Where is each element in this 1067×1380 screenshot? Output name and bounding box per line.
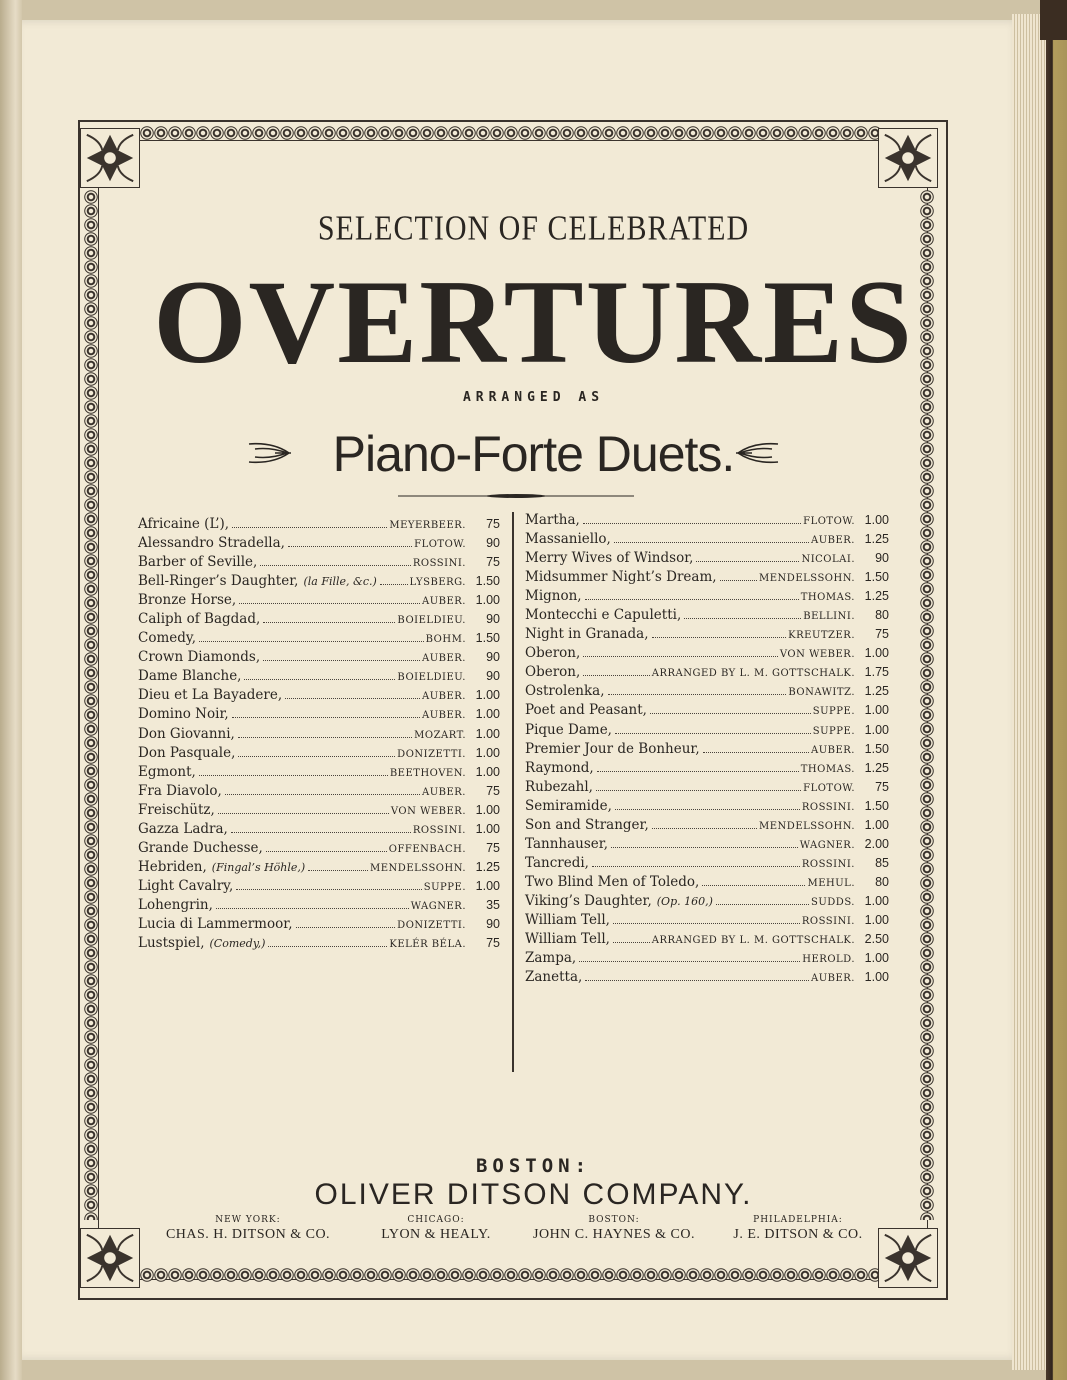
overture-title: Hebriden, bbox=[138, 858, 207, 875]
price: 1.00 bbox=[864, 817, 889, 832]
list-item bbox=[525, 530, 889, 549]
list-item bbox=[525, 854, 889, 873]
leader-dots bbox=[199, 775, 388, 776]
price: 90 bbox=[486, 536, 500, 551]
agent-new-york bbox=[148, 1215, 348, 1243]
leader-dots bbox=[592, 866, 800, 867]
leader-dots bbox=[615, 733, 811, 734]
list-item bbox=[138, 648, 500, 667]
composer-name: BOIELDIEU. bbox=[397, 672, 466, 684]
agent-name: LYON & HEALY. bbox=[381, 1227, 491, 1242]
price: 1.00 bbox=[475, 726, 500, 741]
leader-dots bbox=[244, 679, 395, 680]
publisher-city: BOSTON: bbox=[475, 1155, 592, 1177]
leader-dots bbox=[613, 923, 800, 924]
corner-ornament-top-left-icon bbox=[80, 128, 140, 188]
list-item bbox=[525, 549, 889, 568]
list-item bbox=[525, 816, 889, 835]
price: 80 bbox=[875, 608, 889, 623]
price: 90 bbox=[875, 551, 889, 566]
leader-dots bbox=[296, 927, 396, 928]
list-item bbox=[138, 534, 500, 553]
price: 75 bbox=[486, 840, 500, 855]
composer-name: BEETHOVEN. bbox=[389, 767, 466, 779]
list-item bbox=[138, 515, 500, 534]
agent-city: NEW YORK: bbox=[215, 1215, 281, 1225]
overture-title: Poet and Peasant, bbox=[525, 702, 647, 719]
leader-dots bbox=[597, 771, 799, 772]
leader-dots bbox=[239, 603, 420, 604]
overture-title: Viking’s Daughter, bbox=[525, 892, 652, 909]
overture-title: Montecchi e Capuletti, bbox=[525, 607, 682, 624]
composer-name: SUPPE. bbox=[812, 725, 855, 737]
list-item bbox=[138, 686, 500, 705]
leader-dots bbox=[583, 675, 650, 676]
price: 75 bbox=[875, 627, 889, 642]
leader-dots bbox=[232, 527, 387, 528]
leader-dots bbox=[285, 698, 420, 699]
leader-dots bbox=[583, 523, 801, 524]
subtitle: Piano-Forte Duets. bbox=[332, 426, 735, 482]
leader-dots bbox=[615, 809, 800, 810]
list-item bbox=[138, 934, 500, 953]
composer-name: SUDDS. bbox=[811, 896, 855, 908]
price: 1.00 bbox=[864, 703, 889, 718]
overture-title: Don Pasquale, bbox=[138, 744, 236, 761]
overture-title: Pique Dame, bbox=[525, 721, 612, 738]
overture-title: Alessandro Stradella, bbox=[138, 535, 285, 552]
leader-dots bbox=[268, 946, 387, 947]
leader-dots bbox=[380, 584, 408, 585]
composer-name: SUPPE. bbox=[812, 706, 855, 718]
agent-name: J. E. DITSON & CO. bbox=[733, 1227, 863, 1242]
price: 75 bbox=[875, 779, 889, 794]
overture-title: Midsummer Night’s Dream, bbox=[525, 569, 717, 586]
overture-title: Son and Stranger, bbox=[525, 816, 649, 833]
composer-name: HEROLD. bbox=[802, 954, 855, 966]
composer-name: AUBER. bbox=[421, 653, 466, 665]
composer-name: ARRANGED BY L. M. GOTTSCHALK. bbox=[651, 935, 855, 947]
leader-dots bbox=[236, 889, 421, 890]
list-item bbox=[525, 930, 889, 949]
list-item bbox=[138, 858, 500, 877]
agent-city: CHICAGO: bbox=[407, 1215, 465, 1225]
composer-name: BOIELDIEU. bbox=[397, 615, 466, 627]
price: 1.50 bbox=[864, 741, 889, 756]
overture-title: Domino Noir, bbox=[138, 706, 229, 723]
composer-name: BELLINI. bbox=[803, 611, 855, 623]
composer-name: ARRANGED BY L. M. GOTTSCHALK. bbox=[651, 668, 855, 680]
price: 1.00 bbox=[475, 688, 500, 703]
composer-name: SUPPE. bbox=[423, 881, 466, 893]
leader-dots bbox=[611, 847, 798, 848]
list-item bbox=[525, 949, 889, 968]
decorative-rule-icon bbox=[398, 494, 634, 498]
composer-name: MEHUL. bbox=[807, 877, 855, 889]
list-item bbox=[525, 625, 889, 644]
list-item bbox=[525, 778, 889, 797]
leader-dots bbox=[716, 904, 809, 905]
composer-name: MOZART. bbox=[414, 729, 466, 741]
overture-title: Comedy, bbox=[138, 630, 197, 647]
composer-name: MENDELSSOHN. bbox=[370, 862, 466, 874]
overture-title: Ostrolenka, bbox=[525, 683, 605, 700]
composer-name: AUBER. bbox=[810, 973, 855, 985]
overture-title: Dieu et La Bayadere, bbox=[138, 687, 283, 704]
list-item bbox=[138, 610, 500, 629]
price: 1.50 bbox=[475, 574, 500, 589]
overture-title: William Tell, bbox=[525, 911, 610, 928]
overture-title: Don Giovanni, bbox=[138, 725, 235, 742]
corner-ornament-bottom-left-icon bbox=[80, 1228, 140, 1288]
price: 1.00 bbox=[864, 893, 889, 908]
price: 1.25 bbox=[864, 684, 889, 699]
overture-title: Dame Blanche, bbox=[138, 668, 242, 685]
list-item bbox=[138, 744, 500, 763]
overture-title: Caliph of Bagdad, bbox=[138, 611, 261, 628]
composer-name: OFFENBACH. bbox=[388, 843, 466, 855]
price: 1.50 bbox=[864, 798, 889, 813]
flourish-right-icon bbox=[734, 440, 782, 466]
list-item bbox=[525, 797, 889, 816]
leader-dots bbox=[266, 851, 387, 852]
leader-dots bbox=[225, 794, 420, 795]
leader-dots bbox=[238, 737, 412, 738]
leader-dots bbox=[583, 656, 778, 657]
composer-name: AUBER. bbox=[810, 535, 855, 547]
composer-name: ROSSINI. bbox=[801, 915, 855, 927]
overture-list-left bbox=[138, 515, 500, 953]
price: 90 bbox=[486, 612, 500, 627]
leader-dots bbox=[703, 752, 809, 753]
leader-dots bbox=[720, 580, 757, 581]
leader-dots bbox=[614, 542, 809, 543]
overture-title: Merry Wives of Windsor, bbox=[525, 550, 694, 567]
list-item bbox=[525, 701, 889, 720]
leader-dots bbox=[308, 870, 368, 871]
leader-dots bbox=[263, 622, 395, 623]
composer-name: FLOTOW. bbox=[803, 782, 855, 794]
list-item bbox=[138, 591, 500, 610]
composer-name: MENDELSSOHN. bbox=[759, 820, 855, 832]
overture-title: Rubezahl, bbox=[525, 778, 593, 795]
composer-name: NICOLAI. bbox=[801, 554, 855, 566]
agent-city: BOSTON: bbox=[588, 1215, 640, 1225]
overture-title: Lucia di Lammermoor, bbox=[138, 915, 293, 932]
list-item bbox=[138, 820, 500, 839]
price: 1.00 bbox=[475, 707, 500, 722]
list-item bbox=[138, 801, 500, 820]
composer-name: THOMAS. bbox=[800, 592, 855, 604]
list-item bbox=[138, 553, 500, 572]
price: 1.00 bbox=[864, 970, 889, 985]
overture-title: Mignon, bbox=[525, 588, 582, 605]
overture-title: Lohengrin, bbox=[138, 896, 213, 913]
overture-title: Light Cavalry, bbox=[138, 877, 234, 894]
list-item bbox=[525, 968, 889, 987]
price: 90 bbox=[486, 916, 500, 931]
leader-dots bbox=[260, 565, 411, 566]
price: 75 bbox=[486, 555, 500, 570]
price: 1.25 bbox=[864, 532, 889, 547]
price: 1.00 bbox=[864, 513, 889, 527]
overture-title: Barber of Seville, bbox=[138, 554, 258, 571]
list-item bbox=[525, 682, 889, 701]
overture-title: Egmont, bbox=[138, 763, 196, 780]
list-item bbox=[138, 572, 500, 591]
leader-dots bbox=[684, 618, 801, 619]
list-item bbox=[138, 705, 500, 724]
overture-title: Bell-Ringer’s Daughter, bbox=[138, 573, 299, 590]
overture-title: Raymond, bbox=[525, 759, 594, 776]
composer-name: KREUTZER. bbox=[788, 630, 855, 642]
overture-title: Fra Diavolo, bbox=[138, 782, 222, 799]
composer-name: LYSBERG. bbox=[409, 577, 466, 589]
corner-ornament-top-right-icon bbox=[878, 128, 938, 188]
overture-title: Zampa, bbox=[525, 950, 577, 967]
leader-dots bbox=[650, 713, 811, 714]
composer-name: AUBER. bbox=[810, 744, 855, 756]
list-item bbox=[138, 896, 500, 915]
leader-dots bbox=[702, 885, 805, 886]
leader-dots bbox=[263, 660, 420, 661]
composer-name: DONIZETTI. bbox=[397, 748, 466, 760]
composer-name: DONIZETTI. bbox=[397, 919, 466, 931]
composer-name: KELÉR BÉLA. bbox=[389, 939, 466, 951]
overture-title: Martha, bbox=[525, 512, 580, 528]
agent-name: JOHN C. HAYNES & CO. bbox=[533, 1227, 695, 1242]
price: 1.00 bbox=[475, 878, 500, 893]
composer-name: VON WEBER. bbox=[779, 649, 855, 661]
overture-title: Tannhauser, bbox=[525, 835, 609, 852]
column-divider bbox=[512, 512, 514, 1072]
composer-name: VON WEBER. bbox=[390, 805, 466, 817]
publisher-name: OLIVER DITSON COMPANY. bbox=[314, 1178, 753, 1211]
list-item bbox=[138, 877, 500, 896]
composer-name: WAGNER. bbox=[410, 900, 466, 912]
leader-dots bbox=[216, 908, 409, 909]
list-item bbox=[138, 915, 500, 934]
price: 2.00 bbox=[864, 836, 889, 851]
price: 35 bbox=[486, 897, 500, 912]
leader-dots bbox=[199, 641, 424, 642]
overture-subtitle: (la Fille, &c.) bbox=[303, 575, 377, 589]
composer-name: FLOTOW. bbox=[414, 539, 466, 551]
list-item bbox=[138, 763, 500, 782]
composer-name: ROSSINI. bbox=[801, 858, 855, 870]
composer-name: ROSSINI. bbox=[412, 824, 466, 836]
agent-philadelphia bbox=[698, 1215, 898, 1243]
overture-title: Grande Duchesse, bbox=[138, 839, 263, 856]
list-item bbox=[138, 629, 500, 648]
list-item bbox=[525, 911, 889, 930]
leader-dots bbox=[652, 828, 757, 829]
composer-name: FLOTOW. bbox=[803, 516, 855, 527]
composer-name: AUBER. bbox=[421, 691, 466, 703]
list-item bbox=[525, 759, 889, 778]
overture-title: Lustspiel, bbox=[138, 935, 205, 952]
leader-dots bbox=[218, 813, 389, 814]
list-item bbox=[525, 721, 889, 740]
leader-dots bbox=[238, 756, 395, 757]
list-item bbox=[138, 839, 500, 858]
list-item bbox=[525, 644, 889, 663]
composer-name: MENDELSSOHN. bbox=[759, 573, 855, 585]
overture-title: Night in Granada, bbox=[525, 626, 649, 643]
overture-title: Freischütz, bbox=[138, 801, 215, 818]
overture-title: Semiramide, bbox=[525, 797, 612, 814]
overture-title: Massaniello, bbox=[525, 531, 611, 548]
list-item bbox=[525, 892, 889, 911]
arranged-as-label: ARRANGED AS bbox=[462, 390, 605, 405]
price: 1.25 bbox=[864, 589, 889, 604]
price: 80 bbox=[875, 874, 889, 889]
price: 2.50 bbox=[864, 932, 889, 947]
overture-title: Oberon, bbox=[525, 645, 581, 662]
main-title: OVERTURES bbox=[153, 255, 914, 388]
list-item bbox=[525, 663, 889, 682]
list-item bbox=[525, 873, 889, 892]
agent-chicago bbox=[336, 1215, 536, 1243]
overture-list-right bbox=[525, 511, 889, 987]
list-item bbox=[525, 606, 889, 625]
overture-title: Gazza Ladra, bbox=[138, 820, 228, 837]
leader-dots bbox=[613, 942, 650, 943]
agent-name: CHAS. H. DITSON & CO. bbox=[165, 1227, 331, 1242]
price: 1.00 bbox=[475, 802, 500, 817]
overture-title: William Tell, bbox=[525, 931, 610, 948]
price: 75 bbox=[486, 783, 500, 798]
price: 1.25 bbox=[475, 859, 500, 874]
book-spine-top bbox=[1040, 0, 1067, 40]
overture-title: Two Blind Men of Toledo, bbox=[525, 873, 700, 890]
leader-dots bbox=[232, 717, 420, 718]
price: 1.25 bbox=[864, 760, 889, 775]
overture-subtitle: (Fingal’s Höhle,) bbox=[211, 860, 306, 874]
list-item bbox=[525, 835, 889, 854]
composer-name: AUBER. bbox=[421, 596, 466, 608]
price: 1.00 bbox=[475, 821, 500, 836]
list-item bbox=[525, 511, 889, 530]
composer-name: THOMAS. bbox=[800, 763, 855, 775]
agent-boston bbox=[514, 1215, 714, 1243]
overture-title: Tancredi, bbox=[525, 854, 589, 871]
leader-dots bbox=[579, 961, 800, 962]
composer-name: MEYERBEER. bbox=[389, 520, 466, 531]
agent-city: PHILADELPHIA: bbox=[753, 1215, 843, 1225]
composer-name: BOHM. bbox=[425, 634, 466, 646]
leader-dots bbox=[288, 546, 412, 547]
leader-dots bbox=[585, 599, 799, 600]
leader-dots bbox=[696, 561, 799, 562]
price: 1.00 bbox=[475, 745, 500, 760]
overture-subtitle: (Op. 160,) bbox=[656, 894, 713, 908]
pre-title: SELECTION OF CELEBRATED bbox=[317, 209, 750, 248]
list-item bbox=[138, 782, 500, 801]
composer-name: AUBER. bbox=[421, 710, 466, 722]
price: 1.75 bbox=[864, 665, 889, 680]
overture-title: Bronze Horse, bbox=[138, 592, 237, 609]
price: 1.00 bbox=[864, 646, 889, 661]
overture-title: Oberon, bbox=[525, 664, 581, 681]
overture-subtitle: (Comedy,) bbox=[209, 937, 266, 951]
price: 1.00 bbox=[475, 593, 500, 608]
leader-dots bbox=[608, 694, 787, 695]
leader-dots bbox=[652, 637, 787, 638]
border-chain-bottom bbox=[140, 1268, 882, 1282]
list-item bbox=[525, 587, 889, 606]
price: 90 bbox=[486, 669, 500, 684]
price: 1.50 bbox=[475, 631, 500, 646]
list-item bbox=[138, 725, 500, 744]
price: 1.00 bbox=[864, 951, 889, 966]
composer-name: ROSSINI. bbox=[412, 558, 466, 570]
composer-name: BONAWITZ. bbox=[788, 687, 855, 699]
price: 90 bbox=[486, 650, 500, 665]
price: 1.00 bbox=[864, 722, 889, 737]
price: 1.00 bbox=[475, 764, 500, 779]
overture-title: Premier Jour de Bonheur, bbox=[525, 740, 700, 757]
leader-dots bbox=[231, 832, 411, 833]
overture-title: Africaine (L’), bbox=[138, 516, 230, 532]
border-chain-top bbox=[140, 126, 882, 140]
overture-title: Crown Diamonds, bbox=[138, 649, 261, 666]
composer-name: ROSSINI. bbox=[801, 801, 855, 813]
price: 1.00 bbox=[864, 912, 889, 927]
composer-name: WAGNER. bbox=[799, 839, 855, 851]
price: 75 bbox=[486, 936, 500, 951]
overture-title: Zanetta, bbox=[525, 969, 583, 986]
list-item bbox=[138, 667, 500, 686]
price: 1.50 bbox=[864, 570, 889, 585]
composer-name: AUBER. bbox=[421, 786, 466, 798]
leader-dots bbox=[596, 790, 801, 791]
price: 85 bbox=[875, 855, 889, 870]
list-item bbox=[525, 568, 889, 587]
leader-dots bbox=[585, 980, 809, 981]
price: 75 bbox=[486, 517, 500, 531]
list-item bbox=[525, 740, 889, 759]
